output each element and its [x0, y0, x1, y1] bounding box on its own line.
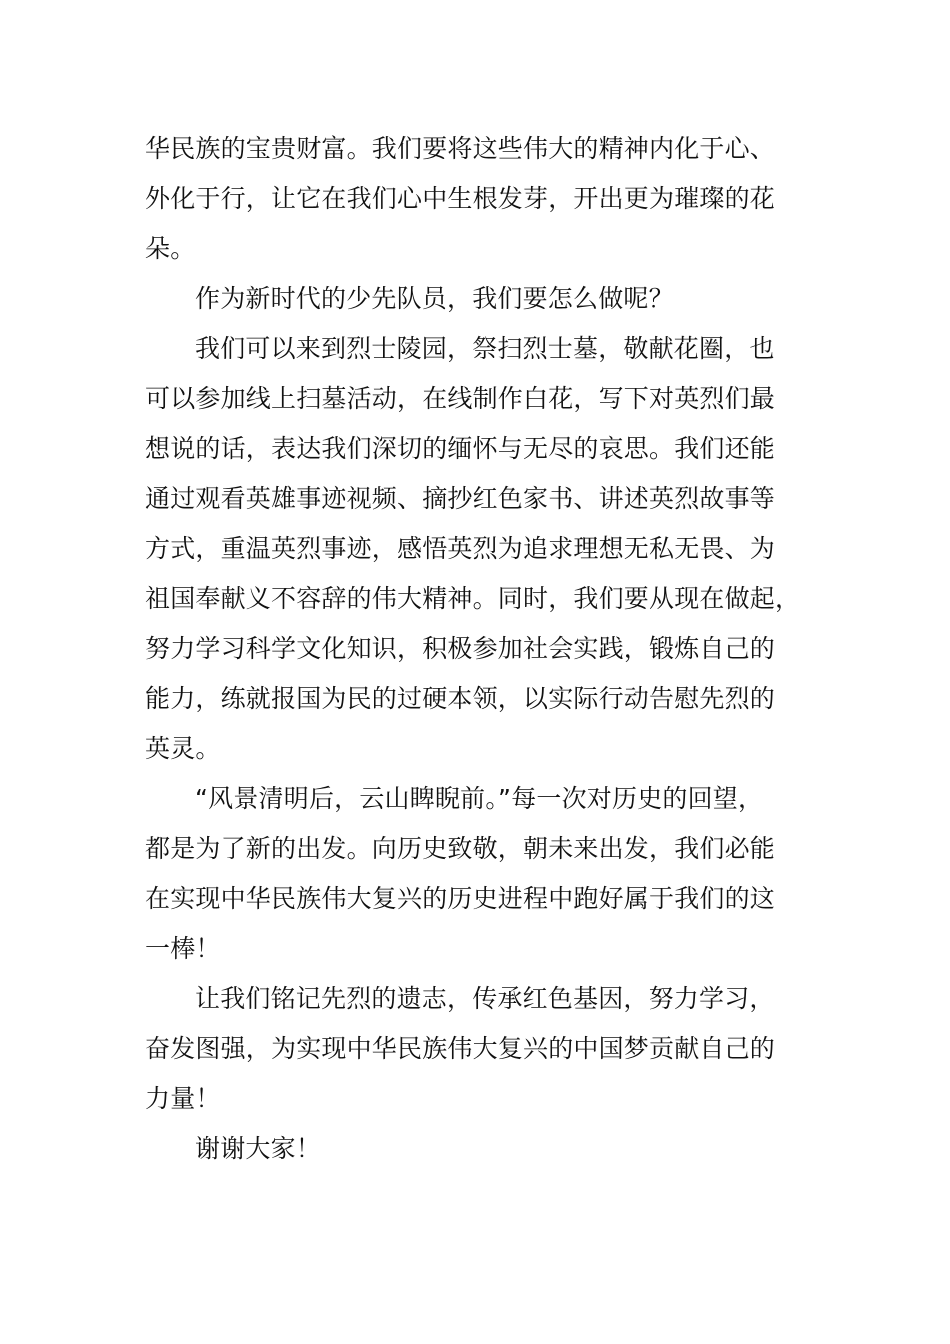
text-line: 努力学习科学文化知识，积极参加社会实践，锻炼自己的	[145, 634, 776, 663]
text-line: 可以参加线上扫墓活动，在线制作白花，写下对英烈们最	[145, 384, 776, 413]
text-line: 英灵。	[145, 734, 221, 763]
text-line: 华民族的宝贵财富。我们要将这些伟大的精神内化于心、	[145, 134, 776, 163]
text-line: 祖国奉献义不容辞的伟大精神。同时，我们要从现在做起，	[145, 584, 801, 613]
text-line: 谢谢大家！	[195, 1134, 322, 1163]
text-line: 朵。	[145, 234, 196, 263]
text-line: 让我们铭记先烈的遗志，传承红色基因，努力学习，	[195, 984, 775, 1013]
text-line: 能力，练就报国为民的过硬本领，以实际行动告慰先烈的	[145, 684, 776, 713]
text-line: “风景清明后，云山睥睨前。”每一次对历史的回望，	[195, 784, 764, 813]
text-line: 外化于行，让它在我们心中生根发芽，开出更为璀璨的花	[145, 184, 776, 213]
text-line: 都是为了新的出发。向历史致敬，朝未来出发，我们必能	[145, 834, 776, 863]
text-line: 奋发图强，为实现中华民族伟大复兴的中国梦贡献自己的	[145, 1034, 776, 1063]
text-line: 想说的话，表达我们深切的缅怀与无尽的哀思。我们还能	[145, 434, 776, 463]
text-line: 在实现中华民族伟大复兴的历史进程中跑好属于我们的这	[145, 884, 776, 913]
document-body	[145, 124, 801, 1174]
text-line: 我们可以来到烈士陵园，祭扫烈士墓，敬献花圈，也	[195, 334, 775, 363]
text-line: 作为新时代的少先队员，我们要怎么做呢？	[195, 284, 674, 313]
text-line: 通过观看英雄事迹视频、摘抄红色家书、讲述英烈故事等	[145, 484, 776, 513]
text-line: 方式，重温英烈事迹，感悟英烈为追求理想无私无畏、为	[145, 534, 776, 563]
text-line: 力量！	[145, 1084, 221, 1113]
text-line: 一棒！	[145, 934, 221, 963]
